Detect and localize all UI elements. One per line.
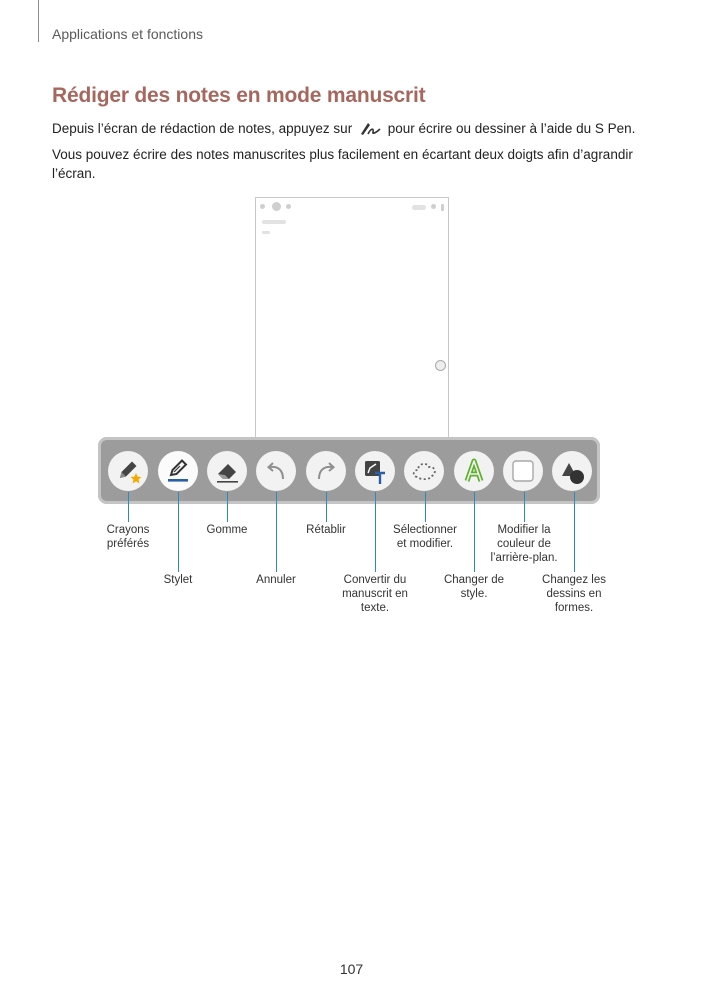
- note-date-placeholder: [262, 231, 270, 234]
- more-options-icon: [441, 204, 444, 211]
- label-line: Gomme: [206, 524, 248, 536]
- stylus-pen-button[interactable]: [158, 451, 198, 491]
- background-color-button[interactable]: [503, 451, 543, 491]
- page-number: 107: [339, 961, 364, 977]
- scroll-knob: [435, 360, 446, 371]
- label-line: Sélectionner: [393, 524, 457, 536]
- tag-icon: [286, 204, 291, 209]
- label-line: Rétablir: [306, 524, 346, 536]
- leader-line-arriere-plan: [524, 492, 525, 522]
- style-button[interactable]: [454, 451, 494, 491]
- paragraph-1-end: pour écrire ou dessiner à l’aide du S Pen.: [387, 121, 636, 136]
- leader-line-gomme: [227, 492, 228, 522]
- leader-line-formes: [574, 492, 575, 572]
- redo-icon: [306, 451, 346, 491]
- label-line: dessins en: [546, 588, 602, 600]
- header-rule: [38, 0, 39, 42]
- label-line: et modifier.: [396, 538, 454, 550]
- label-select-edit: [385, 523, 465, 551]
- leader-line-changer-style: [474, 492, 475, 572]
- label-line: texte.: [360, 602, 390, 614]
- style-icon: [454, 451, 494, 491]
- leader-line-retablir: [326, 492, 327, 522]
- convert-to-text-icon: [355, 451, 395, 491]
- paragraph-2: Vous pouvez écrire des notes manuscrites plus facilement en écartant deux doigts afin d’agrandir l’écran.: [52, 147, 633, 181]
- eraser-button[interactable]: [207, 451, 247, 491]
- convert-to-text-button[interactable]: [355, 451, 395, 491]
- background-color-icon: [503, 451, 543, 491]
- running-header: Applications et fonctions: [52, 26, 203, 42]
- label-eraser: [197, 523, 257, 537]
- lasso-select-button[interactable]: [404, 451, 444, 491]
- leader-line-stylet: [178, 492, 179, 572]
- label-change-style: [434, 573, 514, 601]
- redo-button[interactable]: [306, 451, 346, 491]
- undo-icon: [256, 451, 296, 491]
- paragraph-1: [52, 119, 652, 138]
- label-line: style.: [460, 588, 488, 600]
- label-stylus: [146, 573, 210, 587]
- note-title-placeholder: [262, 220, 286, 224]
- label-background-color: [484, 523, 564, 565]
- label-line: Stylet: [163, 574, 193, 586]
- label-line: Changer de: [443, 574, 505, 586]
- save-pill: [412, 205, 426, 210]
- label-line: Annuler: [256, 574, 296, 586]
- stylus-pen-icon: [158, 451, 198, 491]
- label-line: Convertir du: [343, 574, 407, 586]
- label-line: formes.: [554, 602, 594, 614]
- label-redo: [296, 523, 356, 537]
- favorite-pens-button[interactable]: [108, 451, 148, 491]
- label-line: Changez les: [542, 574, 606, 586]
- label-favorite-pens: [98, 523, 158, 551]
- leader-line-crayons: [128, 492, 129, 522]
- phone-top-bar: [260, 202, 444, 214]
- leader-line-selectionner: [425, 492, 426, 522]
- leader-line-annuler: [276, 492, 277, 572]
- label-undo: [244, 573, 308, 587]
- shapes-icon: [552, 451, 592, 491]
- label-line: Crayons: [106, 524, 150, 536]
- label-shapes: [534, 573, 614, 615]
- edit-icon: [431, 204, 436, 209]
- section-title: Rédiger des notes en mode manuscrit: [52, 84, 426, 107]
- paragraph-1-start: Depuis l’écran de rédaction de notes, appuyez sur: [52, 121, 353, 136]
- phone-screen-illustration: [255, 197, 449, 445]
- handwriting-pen-icon: [359, 120, 381, 136]
- label-line: couleur de: [497, 538, 551, 550]
- pen-mode-icon: [272, 202, 281, 211]
- favorite-pens-icon: [108, 451, 148, 491]
- label-line: manuscrit en: [342, 588, 408, 600]
- shapes-button[interactable]: [552, 451, 592, 491]
- leader-line-convertir: [375, 492, 376, 572]
- label-line: l’arrière-plan.: [490, 552, 558, 564]
- lasso-select-icon: [404, 451, 444, 491]
- label-convert-to-text: [335, 573, 415, 615]
- label-line: préférés: [106, 538, 150, 550]
- eraser-icon: [207, 451, 247, 491]
- back-icon: [260, 204, 265, 209]
- label-line: Modifier la: [497, 524, 551, 536]
- undo-button[interactable]: [256, 451, 296, 491]
